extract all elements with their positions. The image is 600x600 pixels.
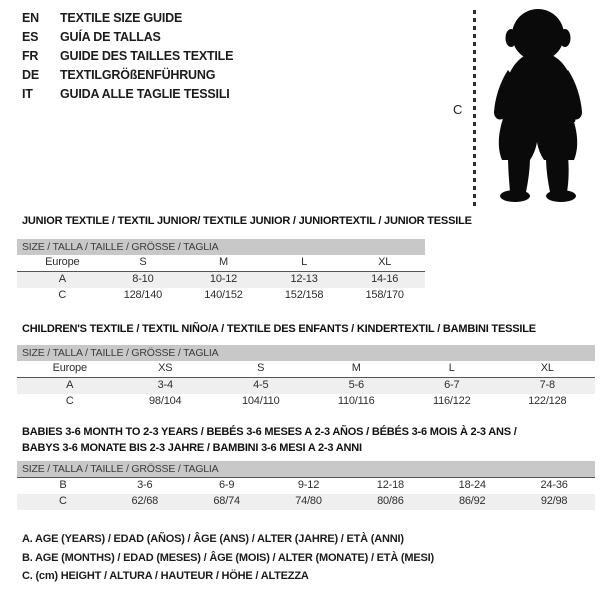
footnote-age-months: B. AGE (MONTHS) / EDAD (MESES) / ÂGE (MOIS) / ALTER (MONATE) / ETÀ (MESI)	[22, 551, 434, 564]
value-cell: S	[139, 256, 147, 268]
row-label-cell: A	[66, 379, 74, 391]
value-cell: 92/98	[540, 495, 568, 507]
legend-footnotes	[22, 530, 434, 586]
guide-title: GUIDA ALLE TAGLIE TESSILI	[60, 87, 230, 101]
value-cell: 140/152	[204, 289, 243, 301]
babies-title-line2: BABYS 3-6 MONATE BIS 2-3 JAHRE / BAMBINI 3-6 MESI A 2-3 ANNI	[22, 442, 362, 454]
value-cell: 116/122	[432, 395, 471, 407]
value-cell: XL	[378, 256, 392, 268]
value-cell: 122/128	[528, 395, 567, 407]
table-row	[17, 255, 425, 272]
guide-title: TEXTILE SIZE GUIDE	[60, 11, 183, 25]
row-label-cell: B	[59, 479, 67, 491]
value-cell: 10-12	[209, 273, 238, 285]
value-cell: 110/116	[337, 395, 375, 407]
table-row	[17, 378, 595, 394]
table-row	[17, 288, 425, 304]
value-cell: 68/74	[213, 495, 240, 507]
children-size-table	[17, 345, 595, 410]
value-cell: 128/140	[123, 289, 163, 301]
guide-title: GUIDE DES TAILLES TEXTILE	[60, 49, 234, 63]
value-cell: 104/110	[241, 395, 280, 407]
babies-title-line1: BABIES 3-6 MONTH TO 2-3 YEARS / BEBÉS 3-6 MESES A 2-3 AÑOS / BÉBÉS 3-6 MOIS À 2-3 ANS /	[22, 426, 517, 438]
table-row	[17, 272, 425, 288]
value-cell: L	[448, 362, 455, 374]
value-cell: XS	[158, 362, 173, 374]
footnote-age-years: A. AGE (YEARS) / EDAD (AÑOS) / ÂGE (ANS) / ALTER (JAHRE) / ETÀ (ANNI)	[22, 533, 404, 545]
language-row	[22, 66, 233, 85]
table-row	[17, 494, 595, 510]
value-cell: 12-18	[376, 479, 404, 491]
value-cell: 9-12	[297, 479, 320, 491]
value-cell: 12-13	[290, 273, 318, 285]
value-cell: S	[257, 362, 265, 374]
footnote-height-cm: C. (cm) HEIGHT / ALTURA / HAUTEUR / HÖHE / ALTEZZA	[22, 570, 309, 582]
language-code: EN	[22, 11, 39, 25]
table-row	[17, 394, 595, 410]
value-cell: 14-16	[371, 273, 399, 285]
children-table-rows	[17, 361, 595, 410]
row-label-cell: C	[65, 395, 74, 407]
junior-table-title: JUNIOR TEXTILE / TEXTIL JUNIOR/ TEXTILE JUNIOR / JUNIORTEXTIL / JUNIOR TESSILE	[22, 215, 472, 227]
value-cell: 24-36	[540, 479, 568, 491]
value-cell: 6-7	[444, 379, 460, 391]
value-cell: 5-6	[348, 379, 364, 391]
value-cell: M	[219, 256, 228, 268]
guide-title: TEXTILGRÖßENFÜHRUNG	[60, 68, 216, 82]
toddler-silhouette-icon	[482, 8, 592, 208]
value-cell: 98/104	[149, 395, 182, 407]
height-dotted-line	[473, 10, 476, 207]
row-label-cell: Europe	[52, 362, 87, 374]
junior-table-rows	[17, 255, 425, 304]
value-cell: 8-10	[132, 273, 154, 285]
language-row	[22, 9, 233, 28]
size-header-bar: SIZE / TALLA / TAILLE / GRÖSSE / TAGLIA	[17, 239, 425, 255]
value-cell: 4-5	[253, 379, 269, 391]
value-cell: 62/68	[131, 495, 159, 507]
value-cell: 86/92	[458, 495, 486, 507]
children-table-title: CHILDREN'S TEXTILE / TEXTIL NIÑO/A / TEXTILE DES ENFANTS / KINDERTEXTIL / BAMBINI TESSILE	[22, 323, 536, 335]
language-row	[22, 28, 233, 47]
value-cell: 6-9	[218, 479, 235, 491]
language-code: FR	[22, 49, 39, 63]
row-label-cell: C	[59, 495, 67, 507]
size-header-bar: SIZE / TALLA / TAILLE / GRÖSSE / TAGLIA	[17, 345, 595, 361]
babies-table-rows	[17, 478, 595, 510]
value-cell: 18-24	[458, 479, 486, 491]
row-label-cell: C	[58, 289, 67, 301]
height-c-label: C	[453, 102, 463, 117]
language-row	[22, 47, 233, 66]
junior-size-table	[17, 239, 425, 304]
row-label-cell: A	[58, 273, 66, 285]
value-cell: XL	[540, 362, 554, 374]
value-cell: 152/158	[284, 289, 324, 301]
value-cell: 74/80	[295, 495, 322, 507]
value-cell: 7-8	[539, 379, 555, 391]
table-row	[17, 478, 595, 494]
size-header-bar: SIZE / TALLA / TAILLE / GRÖSSE / TAGLIA	[17, 461, 595, 478]
language-code: IT	[22, 87, 33, 101]
babies-size-table	[17, 461, 595, 510]
language-title-list	[22, 9, 233, 104]
value-cell: 3-6	[137, 479, 153, 491]
babies-table-title	[22, 424, 517, 456]
language-code: DE	[22, 68, 39, 82]
guide-title: GUÍA DE TALLAS	[60, 30, 161, 44]
value-cell: 158/170	[365, 289, 404, 301]
language-code: ES	[22, 30, 39, 44]
table-row	[17, 361, 595, 378]
value-cell: L	[301, 256, 308, 268]
value-cell: 3-4	[157, 379, 173, 391]
row-label-cell: Europe	[45, 256, 80, 268]
value-cell: M	[351, 362, 361, 374]
language-row	[22, 85, 233, 104]
value-cell: 80/86	[377, 495, 404, 507]
